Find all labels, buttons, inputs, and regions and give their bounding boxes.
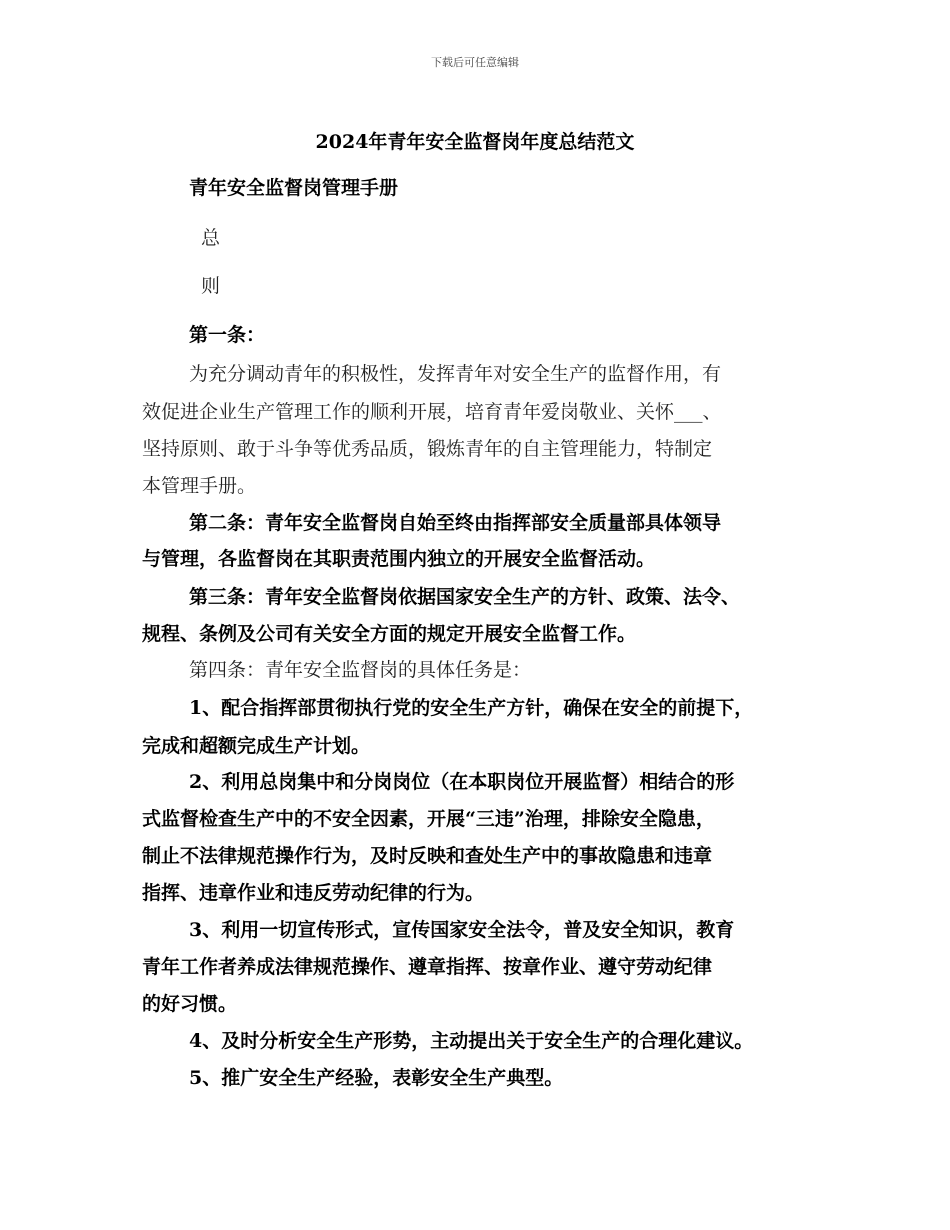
- list-item-line: 5、推广安全生产经验，表彰安全生产典型。: [189, 1067, 564, 1089]
- manual-heading: 青年安全监督岗管理手册: [189, 177, 399, 199]
- list-item-line: 指挥、违章作业和违反劳动纪律的行为。: [142, 882, 485, 904]
- list-item-line: 制止不法律规范操作行为，及时反映和查处生产中的事故隐患和违章: [142, 845, 713, 867]
- article-heading: 第四条：青年安全监督岗的具体任务是：: [189, 659, 532, 681]
- paragraph-line: 规程、条例及公司有关安全方面的规定开展安全监督工作。: [142, 623, 637, 645]
- list-item-line: 3、利用一切宣传形式，宣传国家安全法令，普及安全知识，教育: [189, 919, 735, 941]
- paragraph-line: 本管理手册。: [142, 475, 257, 497]
- paragraph-line: 坚持原则、敢于斗争等优秀品质，锻炼青年的自主管理能力，特制定: [142, 438, 713, 460]
- list-item-line: 4、及时分析安全生产形势，主动提出关于安全生产的合理化建议。: [189, 1030, 754, 1052]
- paragraph-line: 与管理，各监督岗在其职责范围内独立的开展安全监督活动。: [142, 548, 656, 570]
- list-item-line: 青年工作者养成法律规范操作、遵章指挥、按章作业、遵守劳动纪律: [142, 956, 713, 978]
- paragraph-line: 为充分调动青年的积极性，发挥青年对安全生产的监督作用，有: [189, 363, 722, 385]
- document-title: 2024年青年安全监督岗年度总结范文: [315, 131, 635, 153]
- article-heading: 第一条：: [189, 324, 266, 346]
- section-char: 总: [201, 227, 221, 249]
- list-item-line: 2、利用总岗集中和分岗岗位（在本职岗位开展监督）相结合的形: [189, 771, 735, 793]
- list-item-line: 式监督检查生产中的不安全因素，开展“三违”治理，排除安全隐患，: [142, 808, 715, 830]
- page-header: 下载后可任意编辑: [431, 56, 519, 69]
- paragraph-line: 效促进企业生产管理工作的顺利开展，培育青年爱岗敬业、关怀___、: [142, 401, 722, 423]
- paragraph-line: 第二条：青年安全监督岗自始至终由指挥部安全质量部具体领导: [189, 512, 722, 534]
- paragraph-line: 第三条：青年安全监督岗依据国家安全生产的方针、政策、法令、: [189, 586, 741, 608]
- list-item-line: 的好习惯。: [142, 993, 238, 1015]
- section-char: 则: [201, 275, 221, 297]
- list-item-line: 1、配合指挥部贯彻执行党的安全生产方针，确保在安全的前提下，: [189, 697, 754, 719]
- list-item-line: 完成和超额完成生产计划。: [142, 735, 371, 757]
